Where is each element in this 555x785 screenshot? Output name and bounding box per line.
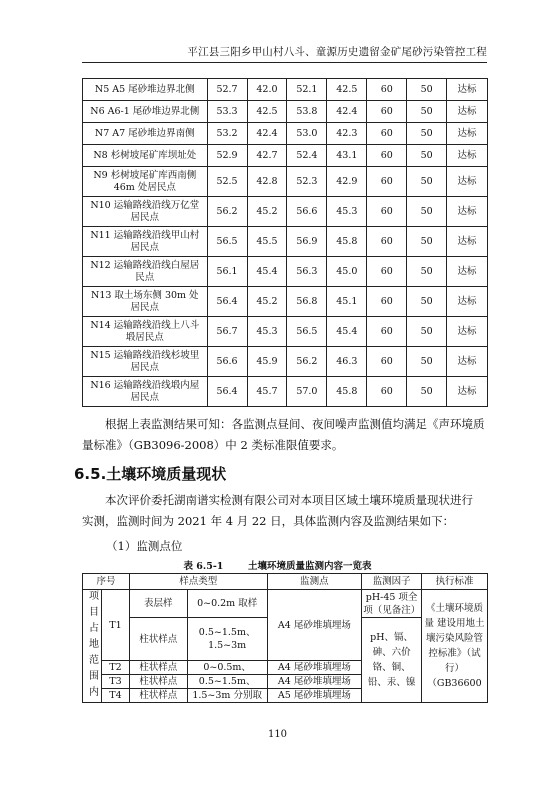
value-cell: 50 xyxy=(407,79,447,101)
header-sample-type: 样点类型 xyxy=(129,574,267,590)
value-cell: 50 xyxy=(407,145,447,167)
value-cell: 43.1 xyxy=(327,145,367,167)
table-row xyxy=(83,227,488,257)
subheading-monitoring-points: （1）监测点位 xyxy=(106,539,183,553)
header-factor: 监测因子 xyxy=(362,574,422,590)
value-cell: 42.0 xyxy=(247,79,287,101)
conclusion-line-1: 根据上表监测结果可知：各监测点昼间、夜间噪声监测值均满足《声环境质 xyxy=(105,417,485,431)
value-cell: 53.2 xyxy=(207,123,247,145)
value-cell: 50 xyxy=(407,257,447,287)
value-cell: 56.4 xyxy=(207,377,247,407)
value-cell: 56.1 xyxy=(207,257,247,287)
value-cell: 50 xyxy=(407,101,447,123)
value-cell: 45.7 xyxy=(247,377,287,407)
running-header: 平江县三阳乡甲山村八斗、童源历史遗留金矿尾砂污染管控工程 xyxy=(187,46,487,58)
result-cell: 达标 xyxy=(447,101,488,123)
value-cell: 45.9 xyxy=(247,347,287,377)
value-cell: 42.4 xyxy=(327,101,367,123)
value-cell: 50 xyxy=(407,197,447,227)
t3-type: 柱状样点 xyxy=(129,675,187,689)
result-cell: 达标 xyxy=(447,377,488,407)
value-cell: 42.5 xyxy=(327,79,367,101)
value-cell: 42.8 xyxy=(247,167,287,197)
value-cell: 45.0 xyxy=(327,257,367,287)
monitor-point-cell: N15 运输路线沿线杉坡里居民点 xyxy=(83,347,208,377)
table-row xyxy=(83,287,488,317)
table-row xyxy=(83,101,488,123)
value-cell: 52.4 xyxy=(287,145,327,167)
result-cell: 达标 xyxy=(447,227,488,257)
monitor-point-cell: N16 运输路线沿线塅内屋居民点 xyxy=(83,377,208,407)
result-cell: 达标 xyxy=(447,257,488,287)
noise-results-table xyxy=(82,78,488,407)
value-cell: 56.2 xyxy=(287,347,327,377)
caption-title: 土壤环境质量监测内容一览表 xyxy=(248,561,372,572)
t1-id: T1 xyxy=(101,590,129,661)
value-cell: 60 xyxy=(367,257,407,287)
result-cell: 达标 xyxy=(447,145,488,167)
value-cell: 56.7 xyxy=(207,317,247,347)
value-cell: 60 xyxy=(367,197,407,227)
value-cell: 50 xyxy=(407,317,447,347)
value-cell: 45.1 xyxy=(327,287,367,317)
monitor-point-cell: N11 运输路线沿线甲山村居民点 xyxy=(83,227,208,257)
value-cell: 60 xyxy=(367,101,407,123)
value-cell: 50 xyxy=(407,167,447,197)
value-cell: 56.4 xyxy=(207,287,247,317)
table-row xyxy=(83,347,488,377)
value-cell: 52.5 xyxy=(207,167,247,197)
value-cell: 56.2 xyxy=(207,197,247,227)
factor-full: pH-45 项全项（见备注） xyxy=(363,591,421,616)
value-cell: 45.5 xyxy=(247,227,287,257)
monitor-point-cell: N12 运输路线沿线白屋居民点 xyxy=(83,257,208,287)
value-cell: 42.4 xyxy=(247,123,287,145)
page-number: 110 xyxy=(267,729,288,740)
value-cell: 60 xyxy=(367,227,407,257)
monitor-point-cell: N5 A5 尾砂堆边界北侧 xyxy=(83,79,208,101)
value-cell: 52.7 xyxy=(207,79,247,101)
value-cell: 45.2 xyxy=(247,287,287,317)
value-cell: 56.5 xyxy=(207,227,247,257)
t3-depth: 0.5~1.5m、 xyxy=(187,675,267,689)
value-cell: 53.0 xyxy=(287,123,327,145)
value-cell: 52.3 xyxy=(287,167,327,197)
value-cell: 45.8 xyxy=(327,227,367,257)
t1-column-depth: 0.5~1.5m、1.5~3m xyxy=(187,618,267,661)
result-cell: 达标 xyxy=(447,79,488,101)
monitor-point-cell: N14 运输路线沿线上八斗塅居民点 xyxy=(83,317,208,347)
value-cell: 46.3 xyxy=(327,347,367,377)
soil-monitoring-table xyxy=(82,573,488,703)
value-cell: 42.9 xyxy=(327,167,367,197)
value-cell: 52.9 xyxy=(207,145,247,167)
table-row xyxy=(83,167,488,197)
value-cell: 50 xyxy=(407,347,447,377)
header-rule xyxy=(82,62,487,63)
value-cell: 53.8 xyxy=(287,101,327,123)
table-row xyxy=(83,257,488,287)
value-cell: 50 xyxy=(407,377,447,407)
value-cell: 56.3 xyxy=(287,257,327,287)
t1-surface-depth: 0~0.2m 取样 xyxy=(187,590,267,618)
t3-site: A4 尾砂堆填埋场 xyxy=(267,675,362,689)
monitor-point-cell: N6 A6-1 尾砂堆边界北侧 xyxy=(83,101,208,123)
value-cell: 60 xyxy=(367,377,407,407)
factor-basic: pH、镉、砷、六价铬、铜、铅、汞、镍 xyxy=(362,618,422,703)
table-row xyxy=(83,377,488,407)
value-cell: 42.7 xyxy=(247,145,287,167)
t1-surface-type: 表层样 xyxy=(129,590,187,618)
t4-id: T4 xyxy=(101,689,129,703)
table-row xyxy=(83,197,488,227)
value-cell: 60 xyxy=(367,79,407,101)
value-cell: 42.3 xyxy=(327,123,367,145)
group-label: 项目占地范围内 xyxy=(83,590,102,703)
value-cell: 60 xyxy=(367,317,407,347)
caption-number: 表 6.5-1 xyxy=(183,561,224,572)
conclusion-line-2: 量标准》（GB3096-2008）中 2 类标准限值要求。 xyxy=(82,438,344,452)
table-row xyxy=(83,123,488,145)
result-cell: 达标 xyxy=(447,167,488,197)
standard-text: 《土壤环境质量 建设用地土壤污染风险管控标准》（试行）（GB36600 xyxy=(422,590,488,703)
t1-site: A4 尾砂堆填埋场 xyxy=(267,590,362,661)
section-heading: 6.5.土壤环境质量现状 xyxy=(74,465,227,483)
value-cell: 60 xyxy=(367,145,407,167)
value-cell: 60 xyxy=(367,167,407,197)
t4-site: A5 尾砂堆填埋场 xyxy=(267,689,362,703)
value-cell: 42.5 xyxy=(247,101,287,123)
table-row xyxy=(83,145,488,167)
monitor-point-cell: N7 A7 尾砂堆边界南侧 xyxy=(83,123,208,145)
value-cell: 45.4 xyxy=(327,317,367,347)
monitor-point-cell: N8 杉树坡尾矿库坝址处 xyxy=(83,145,208,167)
table-row xyxy=(83,79,488,101)
value-cell: 60 xyxy=(367,287,407,317)
value-cell: 50 xyxy=(407,227,447,257)
monitor-point-cell: N10 运输路线沿线万亿堂居民点 xyxy=(83,197,208,227)
header-standard: 执行标准 xyxy=(422,574,488,590)
t1-column-type: 柱状样点 xyxy=(129,618,187,661)
value-cell: 56.8 xyxy=(287,287,327,317)
value-cell: 45.3 xyxy=(247,317,287,347)
value-cell: 50 xyxy=(407,287,447,317)
t2-type: 柱状样点 xyxy=(129,661,187,675)
value-cell: 56.6 xyxy=(287,197,327,227)
t2-site: A4 尾砂堆填埋场 xyxy=(267,661,362,675)
result-cell: 达标 xyxy=(447,287,488,317)
t3-id: T3 xyxy=(101,675,129,689)
value-cell: 52.1 xyxy=(287,79,327,101)
t4-depth: 1.5~3m 分别取 xyxy=(187,689,267,703)
t2-depth: 0~0.5m、 xyxy=(187,661,267,675)
table-row xyxy=(83,317,488,347)
header-monitor-point: 监测点 xyxy=(267,574,362,590)
value-cell: 56.6 xyxy=(207,347,247,377)
t2-id: T2 xyxy=(101,661,129,675)
result-cell: 达标 xyxy=(447,347,488,377)
result-cell: 达标 xyxy=(447,123,488,145)
value-cell: 45.4 xyxy=(247,257,287,287)
monitor-point-cell: N13 取土场东侧 30m 处居民点 xyxy=(83,287,208,317)
intro-line-2: 实测，监测时间为 2021 年 4 月 22 日，具体监测内容及监测结果如下： xyxy=(82,514,455,528)
value-cell: 57.0 xyxy=(287,377,327,407)
value-cell: 45.2 xyxy=(247,197,287,227)
value-cell: 50 xyxy=(407,123,447,145)
value-cell: 60 xyxy=(367,347,407,377)
header-seq: 序号 xyxy=(83,574,130,590)
result-cell: 达标 xyxy=(447,197,488,227)
monitor-point-cell: N9 杉树坡尾矿库西南侧 46m 处居民点 xyxy=(83,167,208,197)
t4-type: 柱状样点 xyxy=(129,689,187,703)
value-cell: 53.3 xyxy=(207,101,247,123)
value-cell: 45.3 xyxy=(327,197,367,227)
value-cell: 56.9 xyxy=(287,227,327,257)
soil-table-caption xyxy=(0,558,555,572)
intro-line-1: 本次评价委托湖南谱实检测有限公司对本项目区域土壤环境质量现状进行 xyxy=(105,493,473,507)
value-cell: 60 xyxy=(367,123,407,145)
value-cell: 45.8 xyxy=(327,377,367,407)
result-cell: 达标 xyxy=(447,317,488,347)
value-cell: 56.5 xyxy=(287,317,327,347)
